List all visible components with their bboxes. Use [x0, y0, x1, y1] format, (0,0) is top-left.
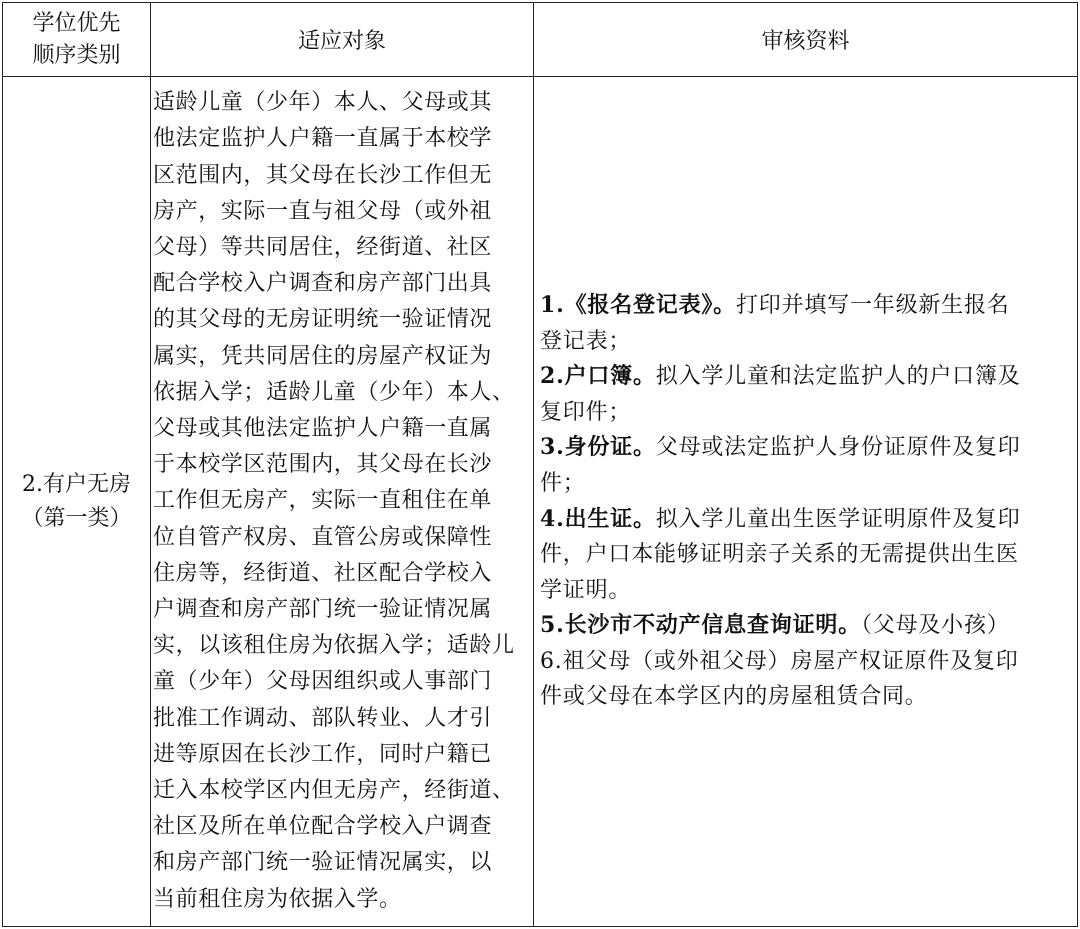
target-line: 的其父母的无房证明统一验证情况 [153, 307, 493, 333]
category-line: （第一类） [21, 505, 132, 531]
header-category [3, 3, 151, 77]
material-title: 5.长沙市不动产信息查询证明。 [540, 612, 861, 639]
table-row [3, 77, 1078, 927]
header-target: 适应对象 [151, 3, 534, 77]
target-line: 属实，凭共同居住的房屋产权证为 [153, 343, 493, 369]
material-title: 4.出生证。 [540, 505, 656, 532]
material-line: 6.祖父母（或外祖父母）房屋产权证原件及复印 [540, 648, 1019, 674]
material-item [540, 502, 1073, 609]
material-line [540, 359, 1073, 395]
material-line: 复印件； [540, 399, 632, 425]
category-cell [3, 77, 151, 927]
target-line: 他法定监护人户籍一直属于本校学 [153, 126, 493, 152]
target-cell [151, 77, 534, 927]
header-row [3, 3, 1078, 77]
target-line: 批准工作调动、部队转业、人才引 [153, 705, 493, 731]
material-title: 3.身份证。 [540, 434, 656, 461]
target-line: 社区及所在单位配合学校入户调查 [153, 814, 493, 840]
target-line: 适龄儿童（少年）本人、父母或其 [153, 90, 493, 116]
material-item [540, 359, 1073, 430]
material-line: 学证明。 [540, 577, 632, 603]
material-line [540, 430, 1073, 466]
category-line: 2.有户无房 [22, 471, 131, 497]
material-item [540, 430, 1073, 501]
header-materials: 审核资料 [534, 3, 1078, 77]
target-line: 工作但无房产，实际一直租住在单 [153, 488, 493, 514]
material-text: 打印并填写一年级新生报名 [735, 292, 1010, 318]
target-line: 迁入本校学区内但无房产，经街道、 [153, 778, 515, 804]
target-line: 配合学校入户调查和房产部门出具 [153, 271, 493, 297]
target-line: 父母或其他法定监护人户籍一直属 [153, 415, 493, 441]
target-line: 和房产部门统一验证情况属实，以 [153, 850, 493, 876]
header-category-line: 顺序类别 [32, 42, 121, 68]
target-line: 于本校学区范围内，其父母在长沙 [153, 452, 493, 478]
material-line [540, 502, 1073, 538]
material-title: 2.户口簿。 [540, 363, 656, 390]
target-line: 户调查和房产部门统一验证情况属 [153, 597, 493, 622]
material-item [540, 288, 1073, 359]
material-text: （父母及小孩） [860, 613, 1010, 639]
material-line [540, 608, 1073, 644]
target-line: 住房等，经街道、社区配合学校入 [153, 560, 493, 586]
target-line: 位自管产权房、直管公房或保障性 [153, 524, 493, 550]
material-line: 登记表； [540, 328, 632, 354]
material-line: 件或父母在本学区内的房屋租赁合同。 [540, 684, 928, 710]
target-line: 实，以该租住房为依据入学；适龄儿 [153, 633, 515, 659]
target-line: 依据入学；适龄儿童（少年）本人、 [153, 379, 515, 405]
admission-table [2, 2, 1078, 927]
target-line: 房产，实际一直与祖父母（或外祖 [153, 198, 493, 224]
material-item [540, 644, 1073, 715]
material-text: 拟入学儿童和法定监护人的户口簿及 [655, 364, 1021, 390]
material-text: 拟入学儿童出生医学证明原件及复印 [655, 506, 1021, 532]
material-text: 父母或法定监护人身份证原件及复印 [655, 435, 1021, 461]
target-line: 当前租住房为依据入学。 [153, 886, 402, 912]
material-item [540, 608, 1073, 644]
target-line: 父母）等共同居住，经街道、社区 [153, 234, 493, 260]
materials-cell [534, 77, 1078, 927]
target-line: 进等原因在长沙工作，同时户籍已 [153, 741, 493, 767]
target-line: 区范围内，其父母在长沙工作但无 [153, 162, 493, 188]
target-line: 童（少年）父母因组织或人事部门 [153, 669, 493, 695]
material-line: 件； [540, 470, 586, 496]
material-line: 件，户口本能够证明亲子关系的无需提供出生医 [540, 542, 1019, 568]
material-title: 1.《报名登记表》。 [540, 291, 736, 318]
header-category-line: 学位优先 [32, 10, 121, 36]
material-line [540, 288, 1073, 324]
